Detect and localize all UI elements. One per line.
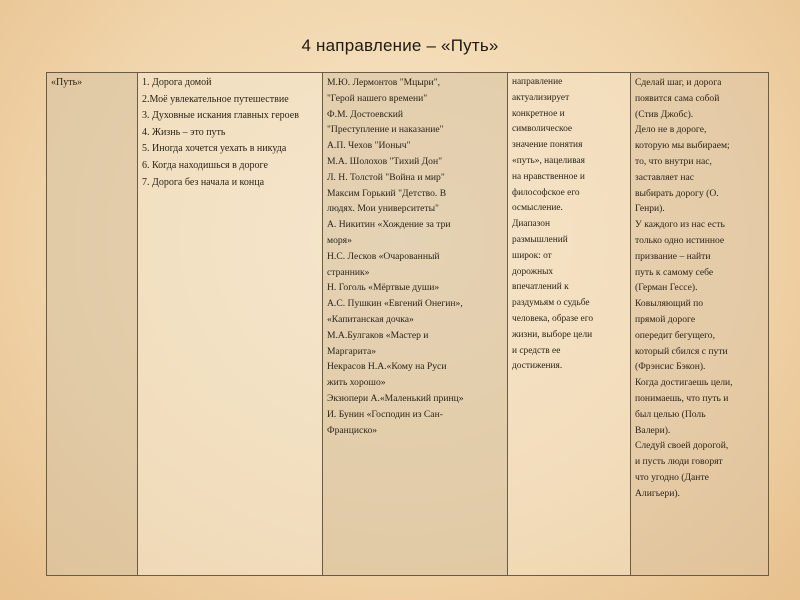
quotes-line: Сделай шаг, и дорога xyxy=(635,77,722,88)
themes-line: 2.Моё увлекательное путешествие xyxy=(142,93,289,105)
works-line: А.П. Чехов "Ионыч" xyxy=(327,140,411,152)
works-line: А.С. Пушкин «Евгений Онегин», xyxy=(327,298,463,310)
description-line: впечатлений к xyxy=(512,282,569,293)
quotes-line: понимаешь, что путь и xyxy=(635,392,729,404)
description-line: направление xyxy=(512,77,563,87)
works-line: М.Ю. Лермонтов "Мцыри", xyxy=(327,77,441,88)
quotes-line: был целью (Поль xyxy=(635,408,706,420)
works-line: Ф.М. Достоевский xyxy=(327,108,404,120)
works-line: Н. Гоголь «Мёртвые души» xyxy=(327,282,440,294)
description-line: философское его xyxy=(512,187,580,198)
direction-table xyxy=(46,72,769,576)
quotes-line: Дело не в дороге, xyxy=(635,124,707,136)
themes-line: 3. Духовные искания главных героев xyxy=(142,110,299,122)
works-line: М.А.Булгаков «Мастер и xyxy=(327,329,429,341)
topic-cell xyxy=(47,73,138,576)
quotes-line: У каждого из нас есть xyxy=(635,219,725,231)
works-line: "Герой нашего времени" xyxy=(327,92,428,104)
quotes-line: который сбился с пути xyxy=(635,345,728,357)
themes-line: 4. Жизнь – это путь xyxy=(142,126,226,138)
quotes-line: только одно истинное xyxy=(635,234,725,246)
themes-line: 5. Иногда хочется уехать в никуда xyxy=(142,143,287,155)
description-line: достижения. xyxy=(512,361,563,372)
themes-line: 7. Дорога без начала и конца xyxy=(142,176,265,188)
description-line: Диапазон xyxy=(512,219,550,230)
works-line: «Капитанская дочка» xyxy=(327,313,414,325)
quotes-line: которую мы выбираем; xyxy=(635,140,730,152)
works-line: М.А. Шолохов "Тихий Дон" xyxy=(327,155,443,167)
quotes-line: заставляет нас xyxy=(635,171,694,183)
works-line: Некрасов Н.А.«Кому на Руси xyxy=(327,361,447,373)
description-line: конкретное и xyxy=(512,108,565,119)
quotes-line: путь к самому себе xyxy=(635,266,714,278)
quotes-line: прямой дороге xyxy=(635,313,696,325)
quotes-line: появится сама собой xyxy=(635,92,720,104)
quotes-line: Генри). xyxy=(635,203,665,215)
description-line: жизни, выборе цели xyxy=(512,329,593,340)
quotes-line: то, что внутри нас, xyxy=(635,155,712,167)
works-line: Н.С. Лесков «Очарованный xyxy=(327,250,440,262)
works-line: Л. Н. Толстой "Война и мир" xyxy=(327,171,445,183)
quotes-line: Ковыляющий по xyxy=(635,298,704,310)
description-cell xyxy=(508,73,631,576)
works-line: И. Бунин «Господин из Сан- xyxy=(327,408,443,420)
works-line: жить хорошо» xyxy=(327,377,386,389)
works-line: Максим Горький "Детство. В xyxy=(327,187,447,199)
description-line: размышлений xyxy=(512,234,568,245)
themes-line: 6. Когда находишься в дороге xyxy=(142,159,268,171)
quotes-line: Алигьери). xyxy=(635,487,680,499)
quotes-line: (Стив Джобс). xyxy=(635,108,694,120)
quotes-line: Валери). xyxy=(635,424,671,436)
description-line: на нравственное и xyxy=(512,171,585,182)
quotes-line: (Герман Гессе). xyxy=(635,282,698,294)
works-cell xyxy=(323,73,508,576)
works-line: "Преступление и наказание" xyxy=(327,124,444,136)
works-line: странник» xyxy=(327,266,370,278)
quotes-line: и пусть люди говорят xyxy=(635,456,723,468)
description-line: человека, образе его xyxy=(512,313,594,324)
description-line: дорожных xyxy=(512,266,554,277)
themes-cell xyxy=(138,73,323,576)
quotes-line: Когда достигаешь цели, xyxy=(635,377,733,389)
quotes-line: выбирать дорогу (О. xyxy=(635,187,719,199)
works-line: А. Никитин «Хождение за три xyxy=(327,219,451,231)
works-line: людях. Мои университеты" xyxy=(327,203,439,215)
description-line: и средств ее xyxy=(512,345,561,356)
description-line: «путь», нацеливая xyxy=(512,155,585,166)
quotes-line: Следуй своей дорогой, xyxy=(635,440,729,452)
description-line: осмысление. xyxy=(512,203,563,214)
works-line: Экзюпери А.«Маленький принц» xyxy=(327,392,464,404)
description-line: актуализирует xyxy=(512,92,570,103)
works-line: Маргарита» xyxy=(327,345,377,357)
description-line: широк: от xyxy=(512,250,552,261)
quotes-line: (Фрэнсис Бэкон). xyxy=(635,361,706,373)
quotes-line: опередит бегущего, xyxy=(635,329,716,341)
description-line: раздумьям о судьбе xyxy=(512,298,590,309)
description-line: значение понятия xyxy=(512,140,583,151)
slide-title: 4 направление – «Путь» xyxy=(301,36,499,55)
topic-label: «Путь» xyxy=(51,77,83,88)
table-row xyxy=(47,73,769,576)
quotes-line: призвание – найти xyxy=(635,250,711,262)
quotes-line: что угодно (Данте xyxy=(635,471,709,483)
quotes-cell xyxy=(631,73,769,576)
description-line: символическое xyxy=(512,124,573,135)
themes-line: 1. Дорога домой xyxy=(142,77,212,88)
works-line: Франциско» xyxy=(327,424,378,436)
works-line: моря» xyxy=(327,234,352,246)
